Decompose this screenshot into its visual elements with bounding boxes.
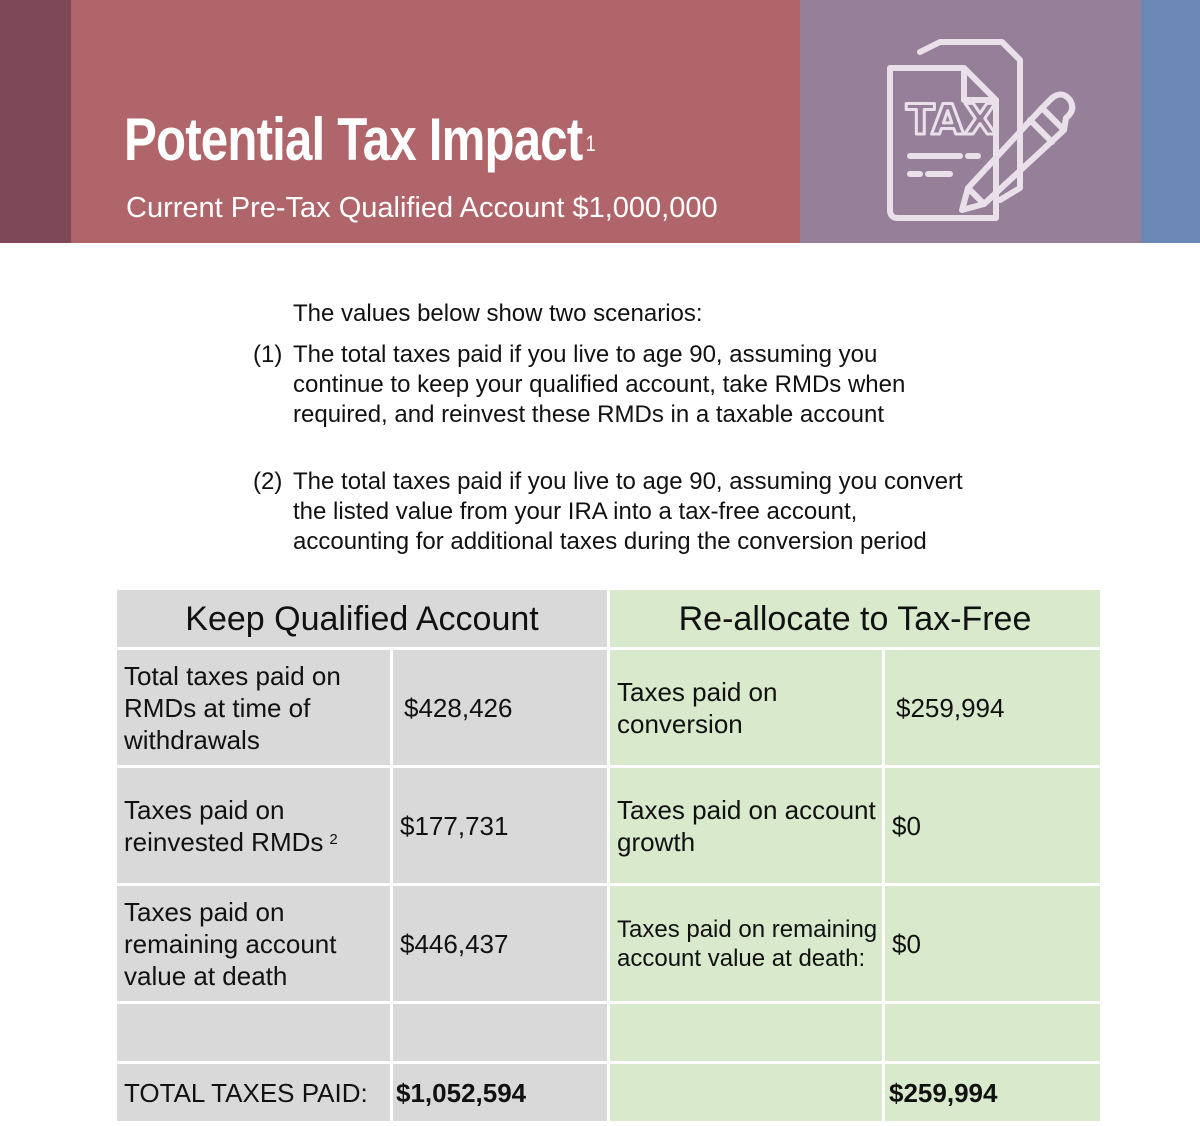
keep-row-2-label-text xyxy=(124,794,390,858)
scenario-2-number: (2) xyxy=(253,468,283,495)
title-footnote-marker: 1 xyxy=(585,131,595,156)
footnote-2-marker: 2 xyxy=(329,830,338,848)
page-title xyxy=(124,102,595,178)
reallocate-row-3-value: $0 xyxy=(885,886,1100,1001)
keep-header: Keep Qualified Account xyxy=(117,590,607,647)
keep-row-3-value: $446,437 xyxy=(393,886,607,1001)
scenario-1-text: The total taxes paid if you live to age 90, assuming you continue to keep your qualified account, take RMDs when required, and reinvest these RMDs in a taxable account xyxy=(293,341,906,428)
reallocate-row-1-label: Taxes paid on conversion xyxy=(610,650,882,765)
keep-row-2-label xyxy=(117,768,390,883)
reallocate-spacer-label xyxy=(610,1004,882,1061)
keep-row-1-label: Total taxes paid on RMDs at time of withdrawals xyxy=(117,650,390,765)
header-left-strip xyxy=(0,0,71,243)
reallocate-row-2-label: Taxes paid on account growth xyxy=(610,768,882,883)
header-right-strip xyxy=(1141,0,1200,243)
keep-row-2-label-value: Taxes paid on reinvested RMDs xyxy=(124,794,324,857)
scenario-1-number: (1) xyxy=(253,341,283,368)
reallocate-row-2-value: $0 xyxy=(885,768,1100,883)
reallocate-spacer-value xyxy=(885,1004,1100,1061)
keep-spacer-label xyxy=(117,1004,390,1061)
keep-row-2-value: $177,731 xyxy=(393,768,607,883)
tax-icon-label: TAX xyxy=(906,95,997,144)
keep-spacer-value xyxy=(393,1004,607,1061)
total-taxes-label: TOTAL TAXES PAID: xyxy=(117,1064,390,1121)
tax-document-pen-icon xyxy=(880,38,1076,224)
reallocate-row-3-label: Taxes paid on remaining account value at death: xyxy=(610,886,882,1001)
reallocate-total-label xyxy=(610,1064,882,1121)
reallocate-row-1-value: $259,994 xyxy=(885,650,1100,765)
intro-heading: The values below show two scenarios: xyxy=(293,300,703,327)
page-subtitle: Current Pre-Tax Qualified Account $1,000,000 xyxy=(126,192,718,224)
page-title-text: Potential Tax Impact xyxy=(124,106,583,173)
scenario-2-text: The total taxes paid if you live to age 90, assuming you convert the listed value from your IRA into a tax-free account, accounting for additional taxes during the conversion period xyxy=(293,468,963,555)
reallocate-total-value: $259,994 xyxy=(885,1064,1100,1121)
reallocate-header: Re-allocate to Tax-Free xyxy=(610,590,1100,647)
keep-total-value: $1,052,594 xyxy=(393,1064,607,1121)
keep-row-3-label: Taxes paid on remaining account value at death xyxy=(117,886,390,1001)
keep-row-1-value: $428,426 xyxy=(393,650,607,765)
